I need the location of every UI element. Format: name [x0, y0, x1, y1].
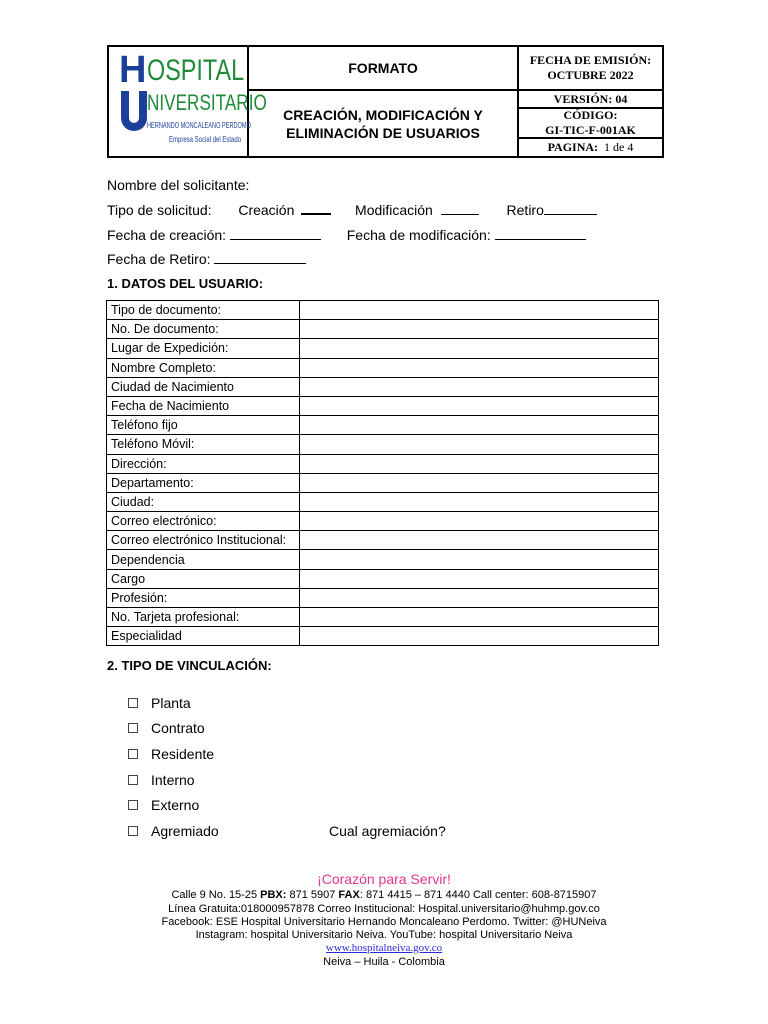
- fecha-modificacion-blank[interactable]: [495, 228, 586, 240]
- field-label: Especialidad: [107, 627, 300, 646]
- footer-line-1: [0, 889, 768, 902]
- modificacion-blank[interactable]: [441, 203, 479, 215]
- table-row: [107, 396, 659, 415]
- creacion-label: Creación: [238, 202, 295, 218]
- logo-word-niversitario: NIVERSITARIO: [147, 90, 267, 115]
- field-label: No. Tarjeta profesional:: [107, 608, 300, 627]
- field-label: Dirección:: [107, 454, 300, 473]
- fecha-emision-label: FECHA DE EMISIÓN:: [529, 53, 652, 67]
- option-interno[interactable]: [128, 772, 195, 788]
- table-row: [107, 454, 659, 473]
- field-label: Ciudad de Nacimiento: [107, 377, 300, 396]
- option-planta[interactable]: [128, 695, 191, 711]
- fecha-retiro-label: Fecha de Retiro:: [107, 251, 211, 267]
- modificacion-label: Modificación: [355, 202, 433, 218]
- document-title: [249, 91, 519, 156]
- logo-cell: [109, 47, 267, 156]
- field-label: Nombre Completo:: [107, 358, 300, 377]
- codigo-value: GI-TIC-F-001AK: [545, 123, 636, 137]
- checkbox-icon[interactable]: [128, 698, 138, 708]
- footer-city: Neiva – Huila - Colombia: [323, 956, 445, 968]
- fecha-modificacion-label: Fecha de modificación:: [346, 227, 491, 243]
- fechas-row: [107, 227, 586, 243]
- version-cell: VERSIÓN: 04: [519, 91, 662, 109]
- retiro-blank[interactable]: [544, 203, 597, 215]
- footer-web-row: [0, 942, 768, 955]
- title-line-2: ELIMINACIÓN DE USUARIOS: [286, 124, 480, 141]
- footer-pbx-label: PBX:: [260, 889, 287, 901]
- field-value[interactable]: [300, 588, 659, 607]
- section-tipo-vinculacion: 2. TIPO DE VINCULACIÓN:: [107, 658, 272, 673]
- website-link[interactable]: www.hospitalneiva.gov.co: [325, 942, 443, 954]
- field-label: Tipo de documento:: [107, 301, 300, 320]
- logo-ese: Empresa Social del Estado: [169, 135, 242, 144]
- field-value[interactable]: [300, 339, 659, 358]
- footer-slogan: ¡Corazón para Servir!: [317, 871, 451, 887]
- solicitante-label: Nombre del solicitante:: [107, 177, 250, 193]
- fecha-creacion-blank[interactable]: [230, 228, 321, 240]
- agremiacion-question: Cual agremiación?: [329, 823, 446, 839]
- codigo-label: CÓDIGO:: [563, 108, 618, 122]
- field-label: Lugar de Expedición:: [107, 339, 300, 358]
- footer-line-4: Instagram: hospital Universitario Neiva. YouTube: hospital Universitario Neiva: [195, 929, 573, 941]
- table-row: [107, 301, 659, 320]
- field-value[interactable]: [300, 416, 659, 435]
- hospital-logo: [115, 49, 267, 151]
- field-value[interactable]: [300, 396, 659, 415]
- footer-line-3: Facebook: ESE Hospital Universitario Hernando Moncaleano Perdomo. Twitter: @HUNeiva: [161, 916, 607, 928]
- field-value[interactable]: [300, 473, 659, 492]
- table-row: [107, 608, 659, 627]
- field-label: Correo electrónico:: [107, 512, 300, 531]
- logo-letter-u: [121, 91, 147, 131]
- table-row: [107, 492, 659, 511]
- table-row: [107, 627, 659, 646]
- field-label: Teléfono fijo: [107, 416, 300, 435]
- footer-address: Calle 9 No. 15-25: [171, 889, 261, 901]
- field-value[interactable]: [300, 454, 659, 473]
- option-contrato[interactable]: [128, 720, 205, 736]
- table-row: [107, 512, 659, 531]
- field-label: Teléfono Móvil:: [107, 435, 300, 454]
- field-value[interactable]: [300, 627, 659, 646]
- checkbox-icon[interactable]: [128, 723, 138, 733]
- pagina-value: 1 de 4: [604, 140, 634, 154]
- table-row: [107, 358, 659, 377]
- field-label: Profesión:: [107, 588, 300, 607]
- tipo-solicitud-label: Tipo de solicitud:: [107, 202, 212, 218]
- pagina-label: PAGINA:: [547, 140, 599, 154]
- table-row: [107, 320, 659, 339]
- table-row: [107, 435, 659, 454]
- field-value[interactable]: [300, 435, 659, 454]
- option-label: Agremiado: [151, 823, 219, 839]
- tipo-solicitud-row: [107, 202, 597, 218]
- creacion-blank[interactable]: [301, 203, 331, 215]
- table-row: [107, 416, 659, 435]
- footer-fax-label: FAX: [338, 889, 360, 901]
- field-value[interactable]: [300, 301, 659, 320]
- fecha-emision-value: OCTUBRE 2022: [547, 68, 634, 82]
- option-label: Planta: [151, 695, 191, 711]
- option-label: Externo: [151, 797, 200, 813]
- option-label: Contrato: [151, 720, 205, 736]
- field-label: Cargo: [107, 569, 300, 588]
- table-row: [107, 531, 659, 550]
- logo-letter-h: H: [119, 49, 146, 91]
- option-label: Residente: [151, 746, 215, 762]
- field-value[interactable]: [300, 512, 659, 531]
- field-value[interactable]: [300, 608, 659, 627]
- field-label: No. De documento:: [107, 320, 300, 339]
- field-value[interactable]: [300, 550, 659, 569]
- field-label: Dependencia: [107, 550, 300, 569]
- checkbox-icon[interactable]: [128, 800, 138, 810]
- checkbox-icon[interactable]: [128, 749, 138, 759]
- document-header: [107, 45, 664, 158]
- field-label: Fecha de Nacimiento: [107, 396, 300, 415]
- option-agremiado[interactable]: [128, 823, 219, 839]
- field-value[interactable]: [300, 320, 659, 339]
- field-value[interactable]: [300, 358, 659, 377]
- table-row: [107, 588, 659, 607]
- table-row: [107, 339, 659, 358]
- section-datos-usuario: 1. DATOS DEL USUARIO:: [107, 276, 264, 291]
- retiro-label: Retiro: [506, 202, 544, 218]
- fecha-emision-cell: [519, 47, 662, 91]
- footer-line-2: Línea Gratuita:018000957878 Correo Institucional: Hospital.universitario@huhmp.gov.co: [168, 903, 600, 915]
- fecha-retiro-row: [107, 251, 306, 267]
- document-meta: [519, 47, 662, 156]
- field-value[interactable]: [300, 569, 659, 588]
- formato-label: FORMATO: [249, 47, 519, 91]
- codigo-cell: [519, 109, 662, 139]
- fecha-creacion-label: Fecha de creación:: [107, 227, 227, 243]
- field-value[interactable]: [300, 531, 659, 550]
- field-value[interactable]: [300, 492, 659, 511]
- field-label: Correo electrónico Institucional:: [107, 531, 300, 550]
- table-row: [107, 550, 659, 569]
- option-externo[interactable]: [128, 797, 199, 813]
- field-label: Departamento:: [107, 473, 300, 492]
- user-data-table: [106, 300, 659, 646]
- footer-pbx-number: 871 5907: [286, 889, 339, 901]
- table-row: [107, 569, 659, 588]
- table-row: [107, 377, 659, 396]
- table-row: [107, 473, 659, 492]
- title-line-1: CREACIÓN, MODIFICACIÓN Y: [283, 106, 483, 123]
- logo-subtitle: HERNANDO MONCALEANO PERDOMO: [147, 121, 251, 130]
- option-residente[interactable]: [128, 746, 214, 762]
- fecha-retiro-blank[interactable]: [214, 252, 306, 264]
- logo-word-ospital: OSPITAL: [147, 54, 245, 87]
- field-value[interactable]: [300, 377, 659, 396]
- checkbox-icon[interactable]: [128, 826, 138, 836]
- checkbox-icon[interactable]: [128, 775, 138, 785]
- field-label: Ciudad:: [107, 492, 300, 511]
- pagina-cell: [519, 139, 662, 156]
- option-label: Interno: [151, 772, 195, 788]
- footer-fax-numbers: : 871 4415 – 871 4440 Call center: 608-8715907: [359, 889, 597, 901]
